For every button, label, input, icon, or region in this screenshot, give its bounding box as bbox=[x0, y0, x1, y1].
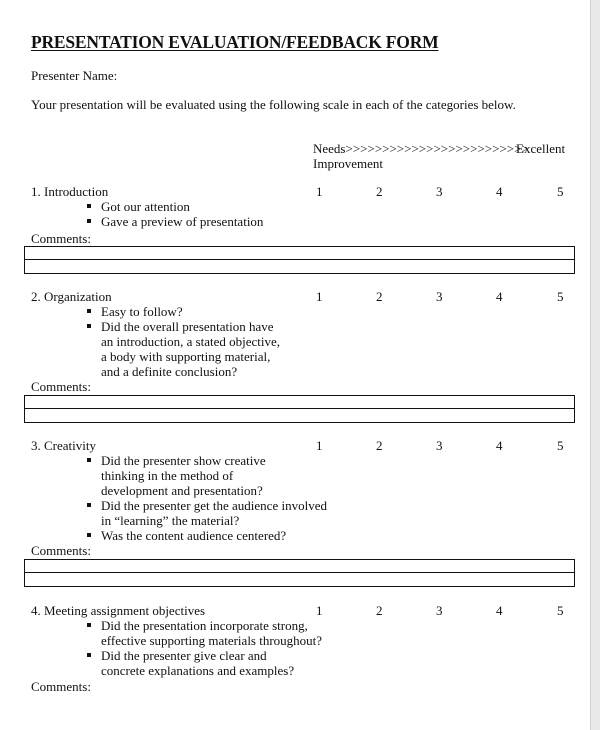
rating-3[interactable]: 3 bbox=[436, 289, 443, 304]
comments-label: Comments: bbox=[31, 231, 91, 246]
bullet-list bbox=[83, 199, 263, 229]
rating-1[interactable]: 1 bbox=[316, 184, 323, 199]
page-edge bbox=[590, 0, 600, 730]
list-item bbox=[83, 214, 263, 229]
rating-scale bbox=[0, 603, 600, 618]
rating-1[interactable]: 1 bbox=[316, 603, 323, 618]
bullet-text: Was the content audience centered? bbox=[101, 528, 287, 543]
section-title: 3. Creativity bbox=[31, 438, 96, 453]
comments-label: Comments: bbox=[31, 379, 91, 394]
rating-4[interactable]: 4 bbox=[496, 184, 503, 199]
scale-high-label: Excellent bbox=[516, 141, 566, 156]
rating-2[interactable]: 2 bbox=[376, 289, 383, 304]
presenter-name-label: Presenter Name: bbox=[31, 68, 118, 83]
rating-4[interactable]: 4 bbox=[496, 438, 503, 453]
rating-4[interactable]: 4 bbox=[496, 603, 503, 618]
list-item bbox=[83, 453, 327, 498]
list-item bbox=[83, 319, 280, 379]
bullet-text: Easy to follow? bbox=[101, 304, 183, 319]
bullet-icon bbox=[87, 623, 91, 627]
bullet-icon bbox=[87, 309, 91, 313]
rating-scale bbox=[0, 438, 600, 453]
rating-2[interactable]: 2 bbox=[376, 438, 383, 453]
section-title: 2. Organization bbox=[31, 289, 112, 304]
rating-3[interactable]: 3 bbox=[436, 603, 443, 618]
section-title: 1. Introduction bbox=[31, 184, 109, 199]
rating-3[interactable]: 3 bbox=[436, 438, 443, 453]
rating-4[interactable]: 4 bbox=[496, 289, 503, 304]
bullet-icon bbox=[87, 324, 91, 328]
list-item bbox=[83, 199, 263, 214]
comments-field[interactable] bbox=[24, 395, 575, 423]
list-item bbox=[83, 304, 280, 319]
form-title: PRESENTATION EVALUATION/FEEDBACK FORM bbox=[31, 32, 439, 52]
bullet-text: Did the presenter show creative thinking in the method of development and presentation? bbox=[101, 453, 266, 498]
comment-line-divider bbox=[25, 259, 574, 260]
bullet-icon bbox=[87, 533, 91, 537]
bullet-text: Did the presentation incorporate strong, effective supporting materials throughout? bbox=[101, 618, 323, 648]
list-item bbox=[83, 498, 327, 528]
rating-2[interactable]: 2 bbox=[376, 184, 383, 199]
section-title: 4. Meeting assignment objectives bbox=[31, 603, 206, 618]
comment-line-divider bbox=[25, 572, 574, 573]
rating-5[interactable]: 5 bbox=[557, 438, 564, 453]
bullet-icon bbox=[87, 458, 91, 462]
bullet-text: Got our attention bbox=[101, 199, 190, 214]
bullet-text: Gave a preview of presentation bbox=[101, 214, 264, 229]
rating-scale bbox=[0, 289, 600, 304]
bullet-text: Did the presenter give clear and concrete explanations and examples? bbox=[101, 648, 295, 678]
bullet-text: Did the overall presentation have an introduction, a stated objective, a body with supporting material, and a definite conclusion? bbox=[101, 319, 281, 379]
bullet-icon bbox=[87, 204, 91, 208]
bullet-text: Did the presenter get the audience involved in “learning” the material? bbox=[101, 498, 327, 528]
bullet-icon bbox=[87, 653, 91, 657]
rating-3[interactable]: 3 bbox=[436, 184, 443, 199]
comment-line-divider bbox=[25, 408, 574, 409]
bullet-list bbox=[83, 453, 327, 543]
list-item bbox=[83, 528, 327, 543]
list-item bbox=[83, 618, 322, 648]
instructions-text: Your presentation will be evaluated using the following scale in each of the categories below. bbox=[31, 97, 516, 112]
comments-label: Comments: bbox=[31, 543, 91, 558]
comments-label: Comments: bbox=[31, 679, 91, 694]
comments-field[interactable] bbox=[24, 559, 575, 587]
list-item bbox=[83, 648, 322, 678]
bullet-icon bbox=[87, 219, 91, 223]
rating-scale bbox=[0, 184, 600, 199]
rating-5[interactable]: 5 bbox=[557, 603, 564, 618]
bullet-list bbox=[83, 618, 322, 678]
comments-field[interactable] bbox=[24, 246, 575, 274]
scale-low-label: Needs>>>>>>>>>>>>>>>>>>>>>>>>> Improvement bbox=[313, 141, 529, 171]
rating-5[interactable]: 5 bbox=[557, 184, 564, 199]
rating-1[interactable]: 1 bbox=[316, 438, 323, 453]
rating-2[interactable]: 2 bbox=[376, 603, 383, 618]
bullet-list bbox=[83, 304, 280, 379]
rating-1[interactable]: 1 bbox=[316, 289, 323, 304]
bullet-icon bbox=[87, 503, 91, 507]
rating-5[interactable]: 5 bbox=[557, 289, 564, 304]
